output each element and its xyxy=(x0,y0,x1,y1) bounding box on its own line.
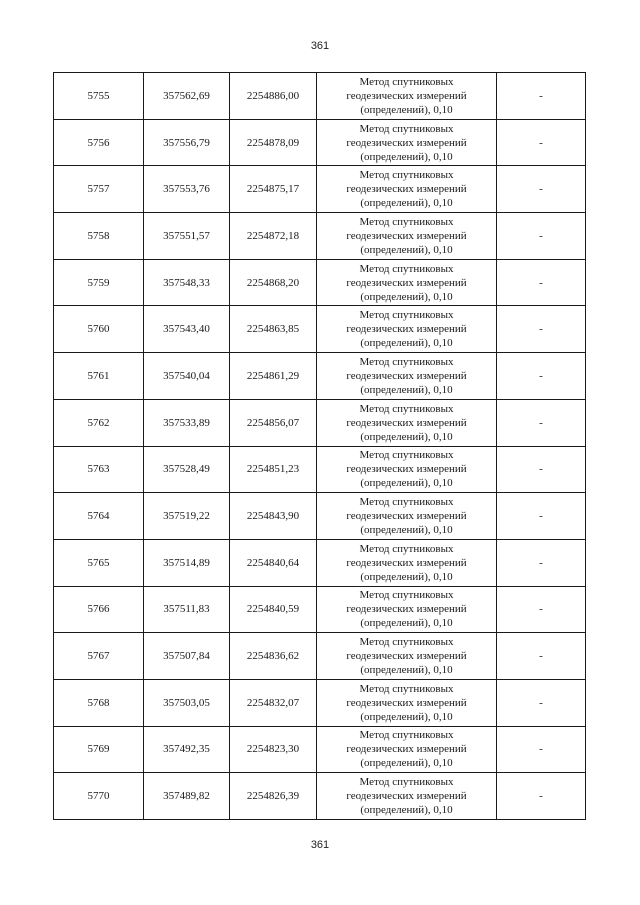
point-number-cell: 5769 xyxy=(54,726,144,773)
table-row xyxy=(54,213,586,260)
coordinate-y-cell: 2254832,07 xyxy=(230,679,317,726)
method-cell xyxy=(317,446,497,493)
note-cell: - xyxy=(497,259,586,306)
method-text: Метод спутниковых геодезических измерений (определений), 0,10 xyxy=(346,542,467,583)
coordinate-y-cell: 2254843,90 xyxy=(230,493,317,540)
coordinate-y-cell: 2254836,62 xyxy=(230,633,317,680)
method-text: Метод спутниковых геодезических измерений (определений), 0,10 xyxy=(346,262,467,303)
method-text: Метод спутниковых геодезических измерений (определений), 0,10 xyxy=(346,682,467,723)
method-text: Метод спутниковых геодезических измерений (определений), 0,10 xyxy=(346,215,467,256)
method-text: Метод спутниковых геодезических измерений (определений), 0,10 xyxy=(346,402,467,443)
table-row xyxy=(54,446,586,493)
note-cell: - xyxy=(497,353,586,400)
coordinate-x-cell: 357514,89 xyxy=(144,539,230,586)
method-cell xyxy=(317,259,497,306)
table-row xyxy=(54,73,586,120)
coordinate-x-cell: 357562,69 xyxy=(144,73,230,120)
table-row xyxy=(54,773,586,820)
table-row xyxy=(54,166,586,213)
method-cell xyxy=(317,73,497,120)
coordinate-x-cell: 357511,83 xyxy=(144,586,230,633)
note-cell: - xyxy=(497,306,586,353)
method-cell xyxy=(317,633,497,680)
method-text: Метод спутниковых геодезических измерений (определений), 0,10 xyxy=(346,449,467,490)
method-cell xyxy=(317,726,497,773)
coordinate-x-cell: 357553,76 xyxy=(144,166,230,213)
method-text: Метод спутниковых геодезических измерений (определений), 0,10 xyxy=(346,776,467,817)
point-number-cell: 5760 xyxy=(54,306,144,353)
coordinate-y-cell: 2254851,23 xyxy=(230,446,317,493)
coordinate-x-cell: 357548,33 xyxy=(144,259,230,306)
note-cell: - xyxy=(497,586,586,633)
point-number-cell: 5762 xyxy=(54,399,144,446)
note-cell: - xyxy=(497,726,586,773)
table-row xyxy=(54,726,586,773)
table-row xyxy=(54,399,586,446)
note-cell: - xyxy=(497,493,586,540)
note-cell: - xyxy=(497,213,586,260)
method-cell xyxy=(317,213,497,260)
table-row xyxy=(54,679,586,726)
point-number-cell: 5770 xyxy=(54,773,144,820)
coordinate-x-cell: 357519,22 xyxy=(144,493,230,540)
method-cell xyxy=(317,773,497,820)
table-row xyxy=(54,539,586,586)
coordinate-x-cell: 357543,40 xyxy=(144,306,230,353)
method-cell xyxy=(317,679,497,726)
method-text: Метод спутниковых геодезических измерений (определений), 0,10 xyxy=(346,169,467,210)
coordinate-y-cell: 2254861,29 xyxy=(230,353,317,400)
coordinate-x-cell: 357507,84 xyxy=(144,633,230,680)
coordinate-y-cell: 2254826,39 xyxy=(230,773,317,820)
coordinate-y-cell: 2254823,30 xyxy=(230,726,317,773)
method-text: Метод спутниковых геодезических измерений (определений), 0,10 xyxy=(346,75,467,116)
coordinate-x-cell: 357540,04 xyxy=(144,353,230,400)
note-cell: - xyxy=(497,773,586,820)
method-cell xyxy=(317,306,497,353)
table-row xyxy=(54,353,586,400)
method-cell xyxy=(317,399,497,446)
method-cell xyxy=(317,539,497,586)
coordinate-x-cell: 357533,89 xyxy=(144,399,230,446)
method-text: Метод спутниковых геодезических измерений (определений), 0,10 xyxy=(346,355,467,396)
coordinate-y-cell: 2254875,17 xyxy=(230,166,317,213)
coordinate-x-cell: 357528,49 xyxy=(144,446,230,493)
method-cell xyxy=(317,166,497,213)
method-cell xyxy=(317,586,497,633)
coordinate-x-cell: 357556,79 xyxy=(144,119,230,166)
point-number-cell: 5763 xyxy=(54,446,144,493)
note-cell: - xyxy=(497,446,586,493)
note-cell: - xyxy=(497,73,586,120)
method-cell xyxy=(317,493,497,540)
table-row xyxy=(54,306,586,353)
coordinate-y-cell: 2254886,00 xyxy=(230,73,317,120)
table-row xyxy=(54,493,586,540)
coordinate-y-cell: 2254840,59 xyxy=(230,586,317,633)
point-number-cell: 5756 xyxy=(54,119,144,166)
method-text: Метод спутниковых геодезических измерений (определений), 0,10 xyxy=(346,309,467,350)
coordinate-y-cell: 2254863,85 xyxy=(230,306,317,353)
point-number-cell: 5761 xyxy=(54,353,144,400)
coordinate-y-cell: 2254872,18 xyxy=(230,213,317,260)
point-number-cell: 5757 xyxy=(54,166,144,213)
note-cell: - xyxy=(497,119,586,166)
note-cell: - xyxy=(497,166,586,213)
point-number-cell: 5758 xyxy=(54,213,144,260)
coordinates-table-body xyxy=(54,73,586,820)
page-number-bottom: 361 xyxy=(310,839,330,851)
coordinate-x-cell: 357503,05 xyxy=(144,679,230,726)
note-cell: - xyxy=(497,679,586,726)
table-row xyxy=(54,633,586,680)
coordinate-y-cell: 2254840,64 xyxy=(230,539,317,586)
point-number-cell: 5765 xyxy=(54,539,144,586)
method-cell xyxy=(317,119,497,166)
point-number-cell: 5755 xyxy=(54,73,144,120)
method-cell xyxy=(317,353,497,400)
coordinate-x-cell: 357551,57 xyxy=(144,213,230,260)
point-number-cell: 5767 xyxy=(54,633,144,680)
point-number-cell: 5768 xyxy=(54,679,144,726)
method-text: Метод спутниковых геодезических измерений (определений), 0,10 xyxy=(346,496,467,537)
coordinate-y-cell: 2254856,07 xyxy=(230,399,317,446)
page-number-top: 361 xyxy=(310,40,330,52)
coordinates-table xyxy=(53,72,586,820)
note-cell: - xyxy=(497,399,586,446)
method-text: Метод спутниковых геодезических измерений (определений), 0,10 xyxy=(346,636,467,677)
table-row xyxy=(54,586,586,633)
method-text: Метод спутниковых геодезических измерений (определений), 0,10 xyxy=(346,122,467,163)
coordinate-y-cell: 2254868,20 xyxy=(230,259,317,306)
coordinate-x-cell: 357492,35 xyxy=(144,726,230,773)
point-number-cell: 5764 xyxy=(54,493,144,540)
coordinate-y-cell: 2254878,09 xyxy=(230,119,317,166)
method-text: Метод спутниковых геодезических измерений (определений), 0,10 xyxy=(346,589,467,630)
point-number-cell: 5759 xyxy=(54,259,144,306)
note-cell: - xyxy=(497,633,586,680)
table-row xyxy=(54,119,586,166)
method-text: Метод спутниковых геодезических измерений (определений), 0,10 xyxy=(346,729,467,770)
coordinate-x-cell: 357489,82 xyxy=(144,773,230,820)
note-cell: - xyxy=(497,539,586,586)
table-row xyxy=(54,259,586,306)
point-number-cell: 5766 xyxy=(54,586,144,633)
